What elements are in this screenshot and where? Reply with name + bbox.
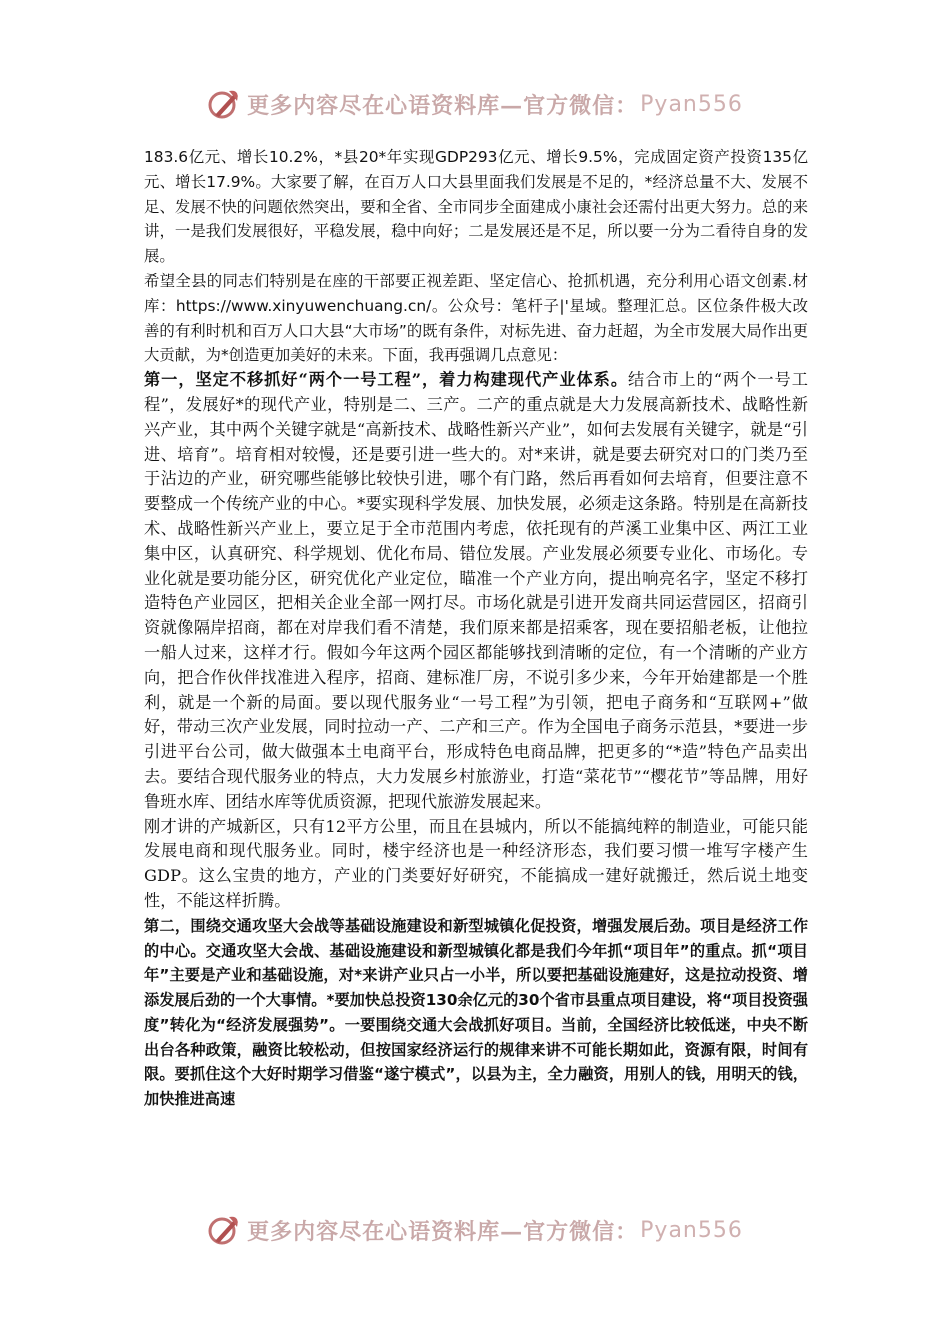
banner-handle: Pyan556 bbox=[640, 91, 743, 117]
document-body bbox=[144, 145, 808, 1112]
header-banner bbox=[0, 82, 950, 126]
section-heading-1: 第一，坚定不移抓好“两个一号工程”，着力构建现代产业体系。 bbox=[144, 370, 628, 390]
paragraph-3 bbox=[144, 368, 808, 814]
footer-banner bbox=[0, 1208, 950, 1252]
feather-pen-circle-icon bbox=[207, 87, 241, 121]
banner-text: 更多内容尽在心语资料库—官方微信： bbox=[247, 92, 639, 119]
paragraph-4: 刚才讲的产城新区，只有12平方公里，而且在县城内，所以不能搞纯粹的制造业，可能只能发展电商和现代服务业。同时，楼宇经济也是一种经济形态，我们要习惯一堆写字楼产生GDP。这么宝贵的地方，产业的门类要好好研究，不能搞成一建好就搬迁，然后说土地变性，不能这样折腾。 bbox=[144, 816, 808, 910]
feather-pen-circle-icon bbox=[207, 1213, 241, 1247]
banner-handle: Pyan556 bbox=[640, 1217, 743, 1243]
paragraph-5: 第二，围绕交通攻坚大会战等基础设施建设和新型城镇化促投资，增强发展后劲。项目是经济工作的中心。交通攻坚大会战、基础设施建设和新型城镇化都是我们今年抓“项目年”的重点。抓“项目年”主要是产业和基础设施，对*来讲产业只占一小半，所以要把基础设施建好，这是拉动投资、增添发展后劲的一个大事情。*要加快总投资130余亿元的30个省市县重点项目建设，将“项目投资强度”转化为“经济发展强势”。一要围绕交通大会战抓好项目。当前，全国经济比较低迷，中央不断出台各种政策，融资比较松动，但按国家经济运行的规律来讲不可能长期如此，资源有限，时间有限。要抓住这个大好时期学习借鉴“遂宁模式”，以县为主，全力融资，用别人的钱，用明天的钱，加快推进高速 bbox=[144, 916, 808, 1109]
paragraph-2: 希望全县的同志们特别是在座的干部要正视差距、坚定信心、抢抓机遇，充分利用心语文创素.材库：https://www.xinyuwenchuang.cn/。公众号：笔杆子|'星域。整理汇总。区位条件极大改善的有利时机和百万人口大县“大市场”的既有条件，对标先进、奋力赶超，为全市发展大局作出更大贡献，为*创造更加美好的未来。下面，我再强调几点意见： bbox=[144, 271, 808, 365]
paragraph-3-body: 结合市上的“两个一号工程”，发展好*的现代产业，特别是二、三产。二产的重点就是大力发展高新技术、战略性新兴产业，其中两个关键字就是“高新技术、战略性新兴产业”，如何去发展有关键字，就是“引进、培育”。培育相对较慢，还是要引进一些大的。对*来讲，就是要去研究对口的门类乃至于沾边的产业，研究哪些能够比较快引进，哪个有门路，然后再看如何去培育，但要注意不要整成一个传统产业的中心。*要实现科学发展、加快发展，必须走这条路。特别是在高新技术、战略性新兴产业上，要立足于全市范围内考虑，依托现有的芦溪工业集中区、两江工业集中区，认真研究、科学规划、优化布局、错位发展。产业发展必须要专业化、市场化。专业化就是要功能分区，研究优化产业定位，瞄准一个产业方向，提出响亮名字，坚定不移打造特色产业园区，把相关企业全部一网打尽。市场化就是引进开发商共同运营园区，招商引资就像隔岸招商，都在对岸我们看不清楚，我们原来都是招乘客，现在要招船老板，让他拉一船人过来，这样才行。假如今年这两个园区都能够找到清晰的定位，有一个清晰的产业方向，把合作伙伴找准进入程序，招商、建标准厂房，不说引多少来，今年开始建都是一个胜利，就是一个新的局面。要以现代服务业“一号工程”为引领，把电子商务和“互联网+”做好，带动三次产业发展，同时拉动一产、二产和三产。作为全国电子商务示范县，*要进一步引进平台公司，做大做强本土电商平台，形成特色电商品牌，把更多的“*造”特色产品卖出去。要结合现代服务业的特点，大力发展乡村旅游业，打造“菜花节”“樱花节”等品牌，用好鲁班水库、团结水库等优质资源，把现代旅游发展起来。 bbox=[144, 370, 808, 811]
paragraph-1: 183.6亿元、增长10.2%，*县20*年实现GDP293亿元、增长9.5%，完成固定资产投资135亿元、增长17.9%。大家要了解，在百万人口大县里面我们发展是不足的，*经济总量不大、发展不足、发展不快的问题依然突出，要和全省、全市同步全面建成小康社会还需付出更大努力。总的来讲，一是我们发展很好，平稳发展，稳中向好；二是发展还是不足，所以要一分为二看待自身的发展。 bbox=[144, 148, 808, 266]
banner-text: 更多内容尽在心语资料库—官方微信： bbox=[247, 1218, 639, 1245]
